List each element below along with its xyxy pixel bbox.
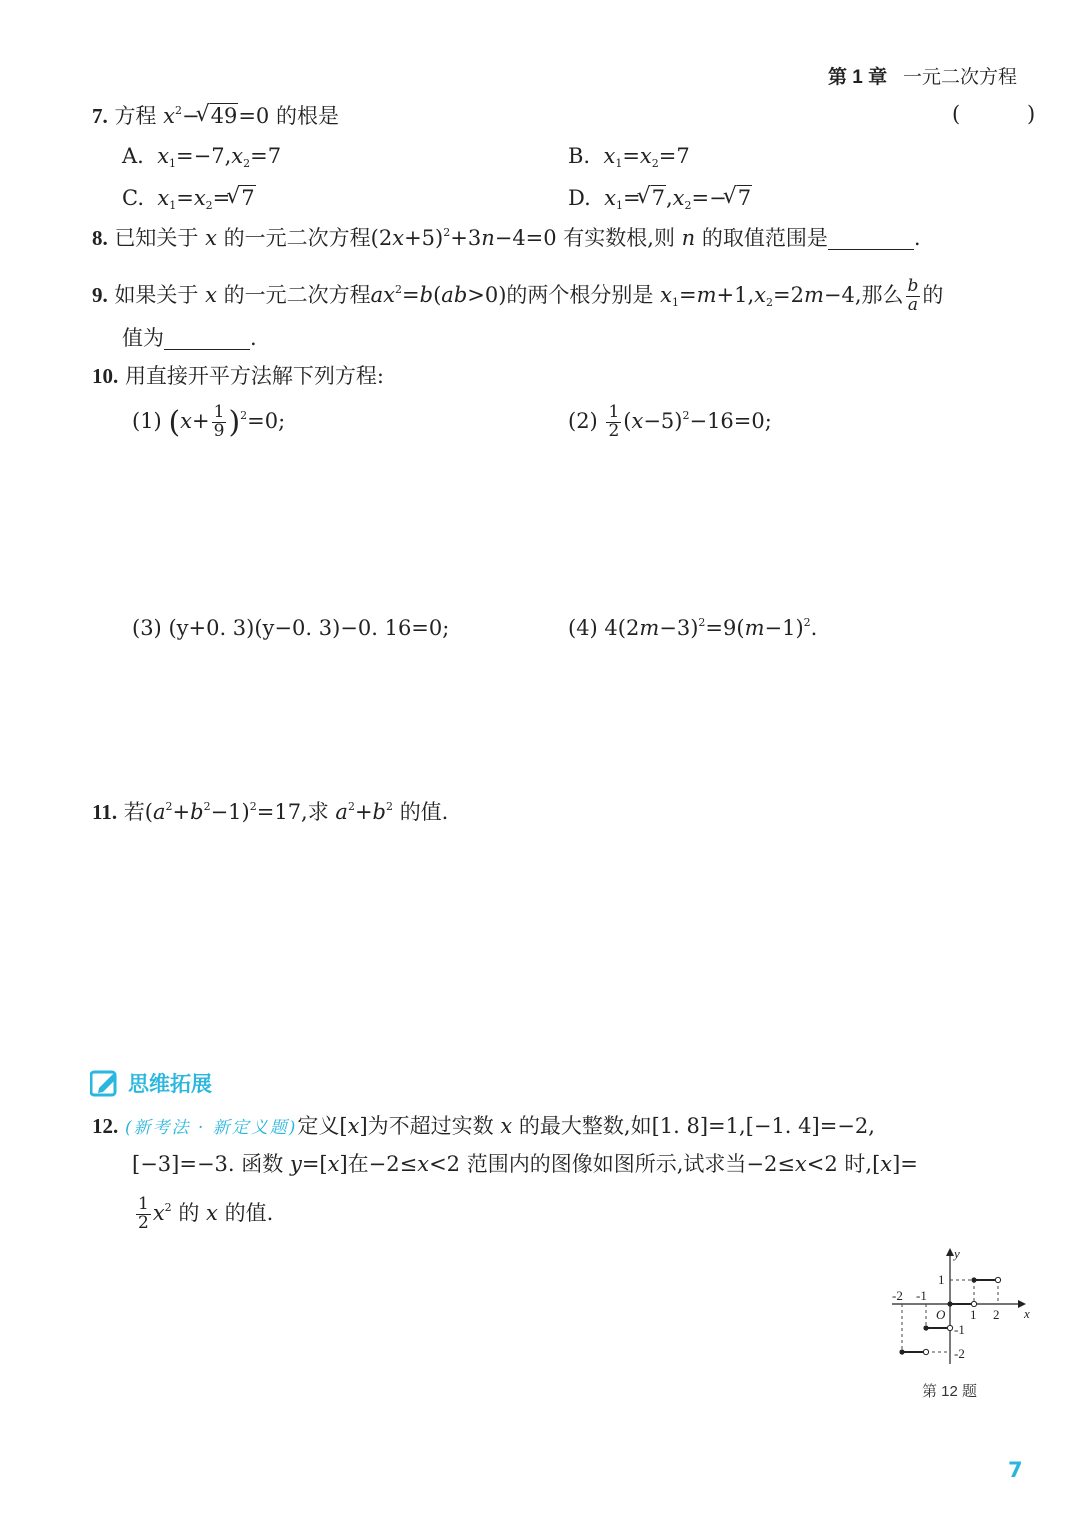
x-tick-label: -2 <box>892 1288 903 1303</box>
y-tick-label: -2 <box>954 1346 965 1361</box>
question-9: 9. 如果关于 x 的一元二次方程$ax^2=b(ab>0)$的两个根分别是 $x_1=m+1,x_2=2m-4$,那么 $\frac{b}{a}$ 的 <box>92 276 944 315</box>
question-number: 10. <box>92 364 119 388</box>
chapter-title: 一元二次方程 <box>902 67 1017 88</box>
question-10-part-1: (1) (x+ $\frac{1}{9}$ )$^2$=0; <box>132 402 286 441</box>
question-12-line3: $\frac{1}{2}$ $x^2$ 的 x 的值. <box>138 1194 274 1233</box>
question-11: 11. 若$(a^2+b^2-1)^2=17$,求 $a^2+b^2$ 的值. <box>92 800 449 824</box>
question-number: 11. <box>92 800 118 824</box>
question-8: 8. 已知关于 x 的一元二次方程$(2x+5)^2+3n-4=0$ 有实数根,则 n 的取值范围是 . <box>92 226 921 250</box>
question-number: 9. <box>92 282 108 307</box>
question-10-part-3: (3) (y+0. 3)(y−0. 3)−0. 16=0; <box>132 616 450 640</box>
section-title: 思维拓展 <box>128 1072 212 1096</box>
floor-graph <box>880 1244 1030 1374</box>
question-tag: (新考法 · 新定义题) <box>124 1118 298 1138</box>
fraction-b-over-a: $\frac{b}{a}$ <box>907 276 919 315</box>
x-tick-label: 1 <box>970 1307 977 1322</box>
y-tick-label: 1 <box>938 1272 945 1287</box>
chapter-label: 第 1 章 <box>828 67 888 88</box>
question-12-line2: [−3]=−3. 函数 y=[x]在−2≤x<2 范围内的图像如图所示,试求当−2≤x<2 时,[x]= <box>132 1152 918 1176</box>
section-heading <box>90 1068 212 1098</box>
question-number: 7. <box>92 104 108 128</box>
answer-bracket: ( ) <box>952 102 1036 126</box>
question-12: 12. (新考法 · 新定义题)定义[x]为不超过实数 x 的最大整数,如[1. 8]=1,[−1. 4]=−2, <box>92 1114 875 1138</box>
x-tick-label: -1 <box>916 1288 927 1303</box>
option-b[interactable]: B. $x_1=x_2=7$ <box>568 144 690 170</box>
question-9-line2: 值为 . <box>122 326 257 350</box>
origin-label: O <box>936 1307 946 1322</box>
option-d[interactable]: D. $x_1=√$ $7,x_2=-√$ 7 <box>568 188 752 209</box>
x-axis-label: x <box>1024 1306 1030 1321</box>
question-7: 7. 方程 $x^2-√$ 49=0 的根是 <box>92 106 339 127</box>
x-tick-label: 2 <box>993 1307 1000 1322</box>
question-number: 12. <box>92 1114 119 1138</box>
y-axis-label: y <box>954 1246 960 1261</box>
answer-blank[interactable] <box>828 228 914 250</box>
question-number: 8. <box>92 226 108 250</box>
figure-caption: 第 12 题 <box>922 1383 978 1400</box>
answer-blank[interactable] <box>164 328 250 350</box>
question-10: 10. 用直接开平方法解下列方程: <box>92 364 385 388</box>
question-10-part-4: (4) $4(2m-3)^2=9(m-1)^2$. <box>568 616 818 640</box>
figure-floor-function <box>880 1244 1030 1374</box>
y-tick-label: -1 <box>954 1322 965 1337</box>
option-c[interactable]: C. $x_1=x_2=√$ 7 <box>122 188 256 209</box>
question-10-part-2: (2) $\frac{1}{2}$ $(x-5)^2-16=0$; <box>568 402 772 441</box>
pencil-square-icon <box>90 1069 120 1097</box>
option-a[interactable]: A. $x_1=-7,x_2=7$ <box>122 144 282 170</box>
page-number: 7 <box>1008 1458 1023 1482</box>
running-header <box>828 62 1017 89</box>
